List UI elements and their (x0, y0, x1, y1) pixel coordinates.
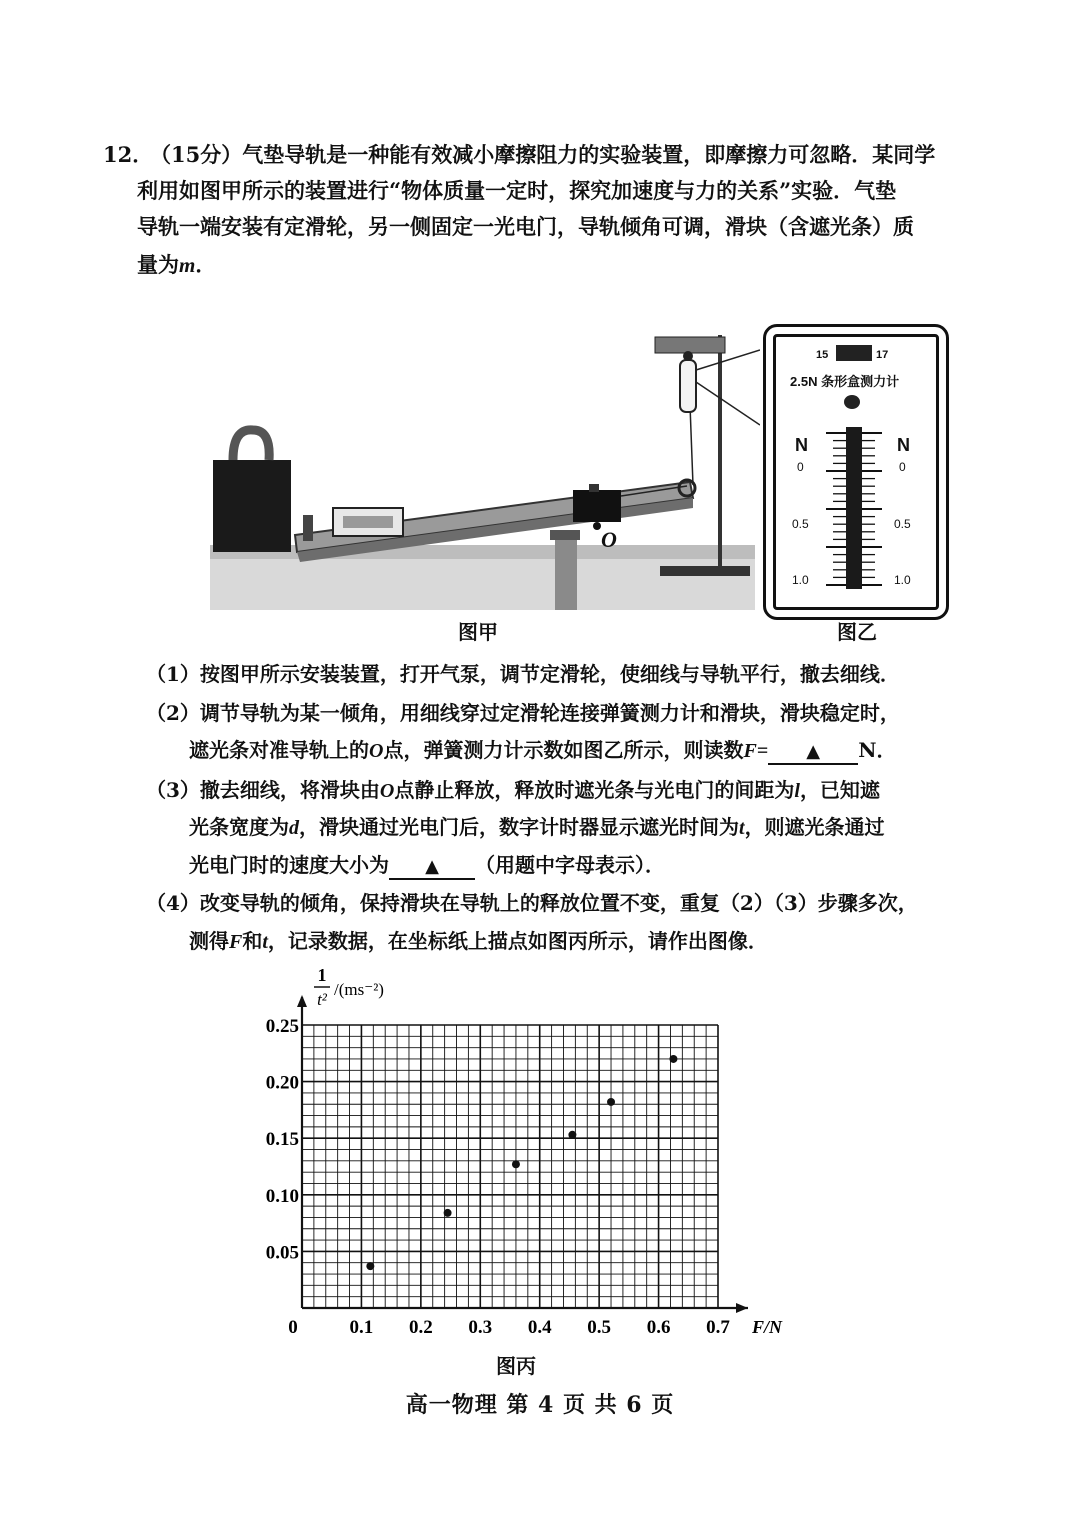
s3b-pre: 光条宽度为 (189, 815, 289, 839)
point-o-label: O (601, 527, 617, 552)
answer-blank-force[interactable] (768, 737, 858, 765)
step-2-line-1: （2）调节导轨为某一倾角，用细线穿过定滑轮连接弹簧测力计和滑块，滑块稳定时， (146, 701, 900, 725)
x-tick-label: 0.5 (587, 1317, 612, 1338)
graph-axes (297, 995, 748, 1313)
step-3-line-1 (146, 771, 880, 810)
x-tick-label: 0 (288, 1317, 298, 1338)
line4-pre: 量为 (137, 252, 179, 277)
meter-tick-right-05: 0.5 (894, 517, 911, 531)
figure-bing-graph (240, 955, 820, 1355)
y-label-denominator: t² (317, 990, 327, 1009)
s3a-post: ，已知遮 (799, 778, 880, 802)
meter-unit-left: N (795, 435, 808, 455)
step-4-line-1: （4）改变导轨的倾角，保持滑块在导轨上的释放位置不变，重复（2）（3）步骤多次， (146, 891, 918, 915)
x-tick-label: 0.4 (527, 1317, 552, 1338)
y-tick-label: 0.15 (265, 1129, 299, 1151)
page-footer: 高一物理 第 4 页 共 6 页 (405, 1392, 675, 1418)
data-point (607, 1098, 615, 1106)
photogate (303, 515, 313, 541)
question-line-1: （15分）气垫导轨是一种能有效减小摩擦阻力的实验装置，即摩擦力可忽略．某同学 (150, 142, 936, 167)
line4-post: ． (195, 252, 217, 277)
s3b-var: d (289, 817, 299, 839)
track-support (555, 530, 577, 610)
y-axis-label (314, 965, 384, 1009)
s3a-pre: （3）撤去细线，将滑块由 (146, 778, 380, 802)
s4b-var: F (229, 931, 243, 953)
s3b-post: ，则遮光条通过 (744, 815, 885, 839)
s4b-mid: 和 (242, 929, 263, 953)
s3a-var: O (379, 780, 395, 802)
step-3-line-3 (189, 846, 665, 884)
meter-tick-right-10: 1.0 (894, 573, 911, 587)
figure-jia-apparatus (205, 330, 760, 612)
y-label-numerator: 1 (317, 965, 327, 985)
figure-bing-caption: 图丙 (496, 1354, 536, 1378)
meter-tick-left-10: 1.0 (792, 573, 809, 587)
y-tick-label: 0.20 (265, 1072, 299, 1094)
y-tick-label: 0.05 (265, 1242, 299, 1264)
s2b-F: F= (743, 740, 769, 762)
data-point (444, 1209, 452, 1217)
figure-yi-frame (763, 324, 949, 620)
air-pump (213, 460, 291, 552)
point-o-marker (593, 522, 601, 530)
s4b-post: ，记录数据，在坐标纸上描点如图丙所示，请作出图像． (267, 929, 768, 953)
s2b-pre: 遮光条对准导轨上的 (189, 738, 369, 762)
s2b-post: N． (858, 738, 897, 762)
s3c-post: （用题中字母表示）． (475, 853, 665, 877)
question-line-3: 导轨一端安装有定滑轮，另一侧固定一光电门，导轨倾角可调，滑块（含遮光条）质 (137, 214, 914, 239)
mass-variable: m (179, 253, 196, 277)
data-point (669, 1055, 677, 1063)
figure-yi-caption: 图乙 (837, 620, 877, 644)
s3b-var2: t (739, 817, 745, 839)
question-line-2: 利用如图甲所示的装置进行“物体质量一定时，探究加速度与力的关系”实验．气垫 (137, 178, 897, 203)
figure-jia-caption: 图甲 (458, 620, 498, 644)
x-tick-label: 0.1 (349, 1317, 374, 1338)
data-point (512, 1160, 520, 1168)
x-tick-label: 0.3 (468, 1317, 493, 1338)
x-tick-label: 0.6 (646, 1317, 671, 1338)
s3c-pre: 光电门时的速度大小为 (189, 853, 389, 877)
x-tick-label: 0.7 (706, 1317, 730, 1338)
x-axis-arrow-icon (736, 1303, 748, 1313)
s3b-mid: ，滑块通过光电门后，数字计时器显示遮光时间为 (299, 815, 739, 839)
answer-blank-velocity[interactable] (389, 852, 475, 880)
question-number: 12． (103, 142, 154, 167)
y-tick-label: 0.10 (265, 1185, 299, 1207)
s4b-pre: 测得 (189, 929, 229, 953)
blank-triangle-icon: ▲ (425, 856, 439, 877)
x-tick-label: 0.2 (408, 1317, 433, 1338)
meter-logo-icon (836, 345, 872, 361)
meter-tick-left-05: 0.5 (792, 517, 809, 531)
s3a-var2: l (794, 780, 800, 802)
graph-grid (302, 1025, 718, 1308)
meter-unit-right: N (897, 435, 910, 455)
question-line-4 (137, 246, 216, 284)
table-surface (210, 555, 755, 610)
meter-scale (786, 427, 926, 597)
step-2-line-2 (189, 731, 896, 770)
meter-small-right: 17 (876, 349, 889, 361)
step-1: （1）按图甲所示安装装置，打开气泵，调节定滑轮，使细线与导轨平行，撤去细线． (146, 662, 900, 686)
data-point (366, 1262, 374, 1270)
meter-tick-right-0: 0 (899, 460, 906, 474)
meter-small-left: 15 (816, 349, 829, 361)
stand-base (660, 566, 750, 576)
meter-indicator-bar (846, 427, 862, 589)
stand-clamp (655, 337, 725, 353)
slider-block (573, 490, 621, 522)
meter-tick-left-0: 0 (797, 460, 804, 474)
y-label-unit: /(ms⁻²) (334, 980, 384, 999)
s4b-var2: t (262, 931, 268, 953)
meter-title: 2.5N 条形盒测力计 (790, 374, 900, 389)
y-tick-label: 0.25 (265, 1016, 299, 1037)
s2b-var: O (369, 740, 384, 762)
s3a-mid: 点静止释放，释放时遮光条与光电门的间距为 (394, 778, 795, 802)
s2b-mid: 点，弹簧测力计示数如图乙所示，则读数 (383, 738, 744, 762)
x-axis-label: F/N (752, 1317, 783, 1337)
meter-badge-icon (844, 395, 860, 409)
step-3-line-2 (189, 808, 885, 847)
spring-scale (680, 360, 696, 412)
data-point (568, 1131, 576, 1139)
y-axis-arrow-icon (297, 995, 307, 1007)
blank-triangle-icon: ▲ (806, 741, 821, 762)
